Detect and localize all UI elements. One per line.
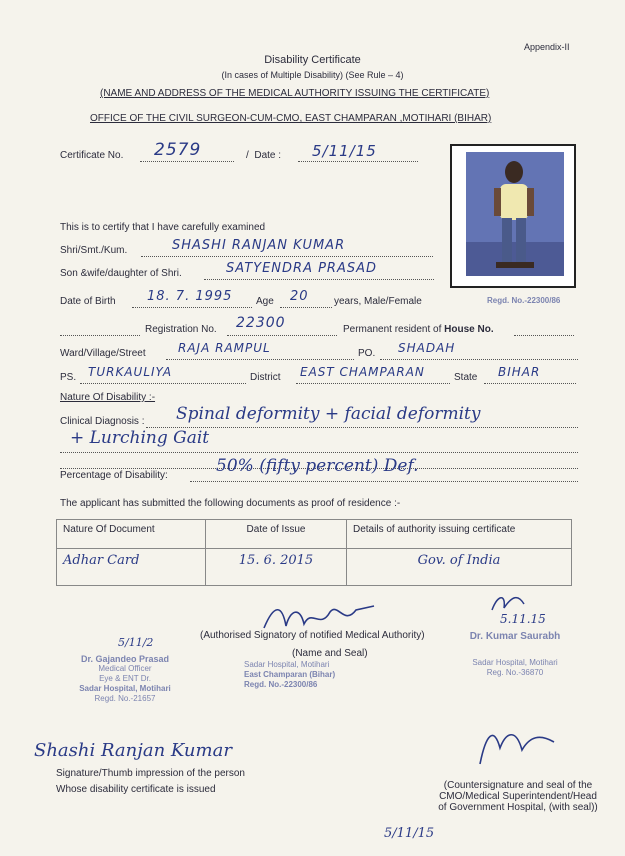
po-value: SHADAH [398, 341, 456, 355]
table-row [57, 549, 572, 586]
header-date-of-issue: Date of Issue [206, 520, 347, 549]
state-value: BIHAR [498, 365, 541, 379]
ps-label: PS. [60, 372, 77, 383]
po-label: PO. [358, 348, 376, 359]
countersignature-block: (Countersignature and seal of the CMO/Medical Superintendent/Head of Government Hospital, (with seal)) [438, 780, 598, 813]
signature-date-top: 5.11.15 [500, 612, 546, 626]
applicant-name: SHASHI RANJAN KUMAR [172, 238, 346, 253]
office-heading: OFFICE OF THE CIVIL SURGEON-CUM-CMO, EAST CHAMPARAN ,MOTIHARI (BIHAR) [90, 113, 492, 124]
header-nature-of-document: Nature Of Document [57, 520, 206, 549]
ward-label: Ward/Village/Street [60, 348, 146, 359]
clinical-diagnosis-value-1: Spinal deformity + facial deformity [176, 404, 481, 424]
percentage-label: Percentage of Disability: [60, 470, 168, 481]
name-label: Shri/Smt./Kum. [60, 245, 128, 256]
applicant-photo-frame [450, 144, 576, 288]
registration-label: Registration No. [145, 324, 217, 335]
stamp-right: Dr. Kumar Saurabh Sadar Hospital, Motihari Reg. No.-36870 [469, 631, 561, 677]
document-date: 15. 6. 2015 [238, 553, 314, 568]
date-value: 5/11/15 [312, 142, 377, 160]
cmo-signature-icon [470, 724, 560, 768]
registration-value: 22300 [236, 315, 286, 331]
certificate-subtitle: (In cases of Multiple Disability) (See Rule – 4) [221, 70, 404, 80]
clinical-diagnosis-label: Clinical Diagnosis : [60, 416, 145, 427]
resident-label: Permanent resident of House No. [343, 324, 494, 335]
applicant-signature-label-1: Signature/Thumb impression of the person [56, 768, 245, 779]
certification-intro: This is to certify that I have carefully examined [60, 222, 266, 233]
parent-label: Son &wife/daughter of Shri. [60, 268, 182, 279]
document-authority: Gov. of India [417, 553, 501, 568]
authorised-signatory-label: (Authorised Signatory of notified Medical Authority) [200, 630, 425, 641]
parent-name: SATYENDRA PRASAD [226, 261, 378, 276]
appendix-label: Appendix-II [524, 42, 570, 52]
ps-value: TURKAULIYA [88, 365, 173, 379]
clinical-diagnosis-value-2: + Lurching Gait [70, 428, 210, 448]
certificate-number-line [140, 149, 234, 162]
header-issuing-authority: Details of authority issuing certificate [347, 520, 572, 549]
document-nature: Adhar Card [63, 553, 140, 568]
photo-stamp-text: Regd. No.-22300/86 [487, 296, 561, 305]
applicant-photo [466, 152, 564, 276]
documents-table [56, 519, 572, 586]
ward-value: RAJA RAMPUL [178, 341, 271, 355]
date-label: / Date : [246, 150, 282, 161]
applicant-signature: Shashi Ranjan Kumar [34, 740, 232, 761]
state-label: State [454, 372, 478, 383]
certificate-number-label: Certificate No. [60, 150, 124, 161]
percentage-value: 50% (fifty percent) Def. [216, 456, 419, 476]
age-value: 20 [290, 289, 309, 304]
dob-value: 18. 7. 1995 [147, 289, 233, 304]
applicant-signature-label-2: Whose disability certificate is issued [56, 784, 216, 795]
right-signature-icon [488, 590, 528, 616]
date-line [298, 149, 418, 162]
nature-of-disability-label: Nature Of Disability :- [60, 392, 156, 403]
stamp-left: Dr. Gajandeo Prasad Medical Officer Eye & ENT Dr. Sadar Hospital, Motihari Regd. No.-21657 [79, 654, 171, 703]
dob-label: Date of Birth [60, 296, 116, 307]
district-value: EAST CHAMPARAN [300, 365, 425, 379]
documents-header-row [57, 520, 572, 549]
authority-heading: (NAME AND ADDRESS OF THE MEDICAL AUTHORITY ISSUING THE CERTIFICATE) [100, 88, 490, 99]
signature-date-bottom: 5/11/15 [384, 826, 435, 841]
signature-date-left: 5/11/2 [118, 636, 154, 649]
gender-label: years, Male/Female [334, 296, 422, 307]
person-photo-icon [466, 152, 564, 276]
certificate-title: Disability Certificate [264, 54, 361, 66]
house-line [514, 323, 574, 336]
age-label: Age [256, 296, 274, 307]
certificate-number-value: 2579 [154, 140, 202, 160]
stamp-center: Sadar Hospital, Motihari East Champaran (Bihar) Regd. No.-22300/86 [244, 660, 336, 689]
registration-lead-line [60, 323, 140, 336]
documents-intro: The applicant has submitted the following documents as proof of residence :- [60, 498, 401, 509]
name-seal-label: (Name and Seal) [292, 648, 368, 659]
district-label: District [250, 372, 281, 383]
